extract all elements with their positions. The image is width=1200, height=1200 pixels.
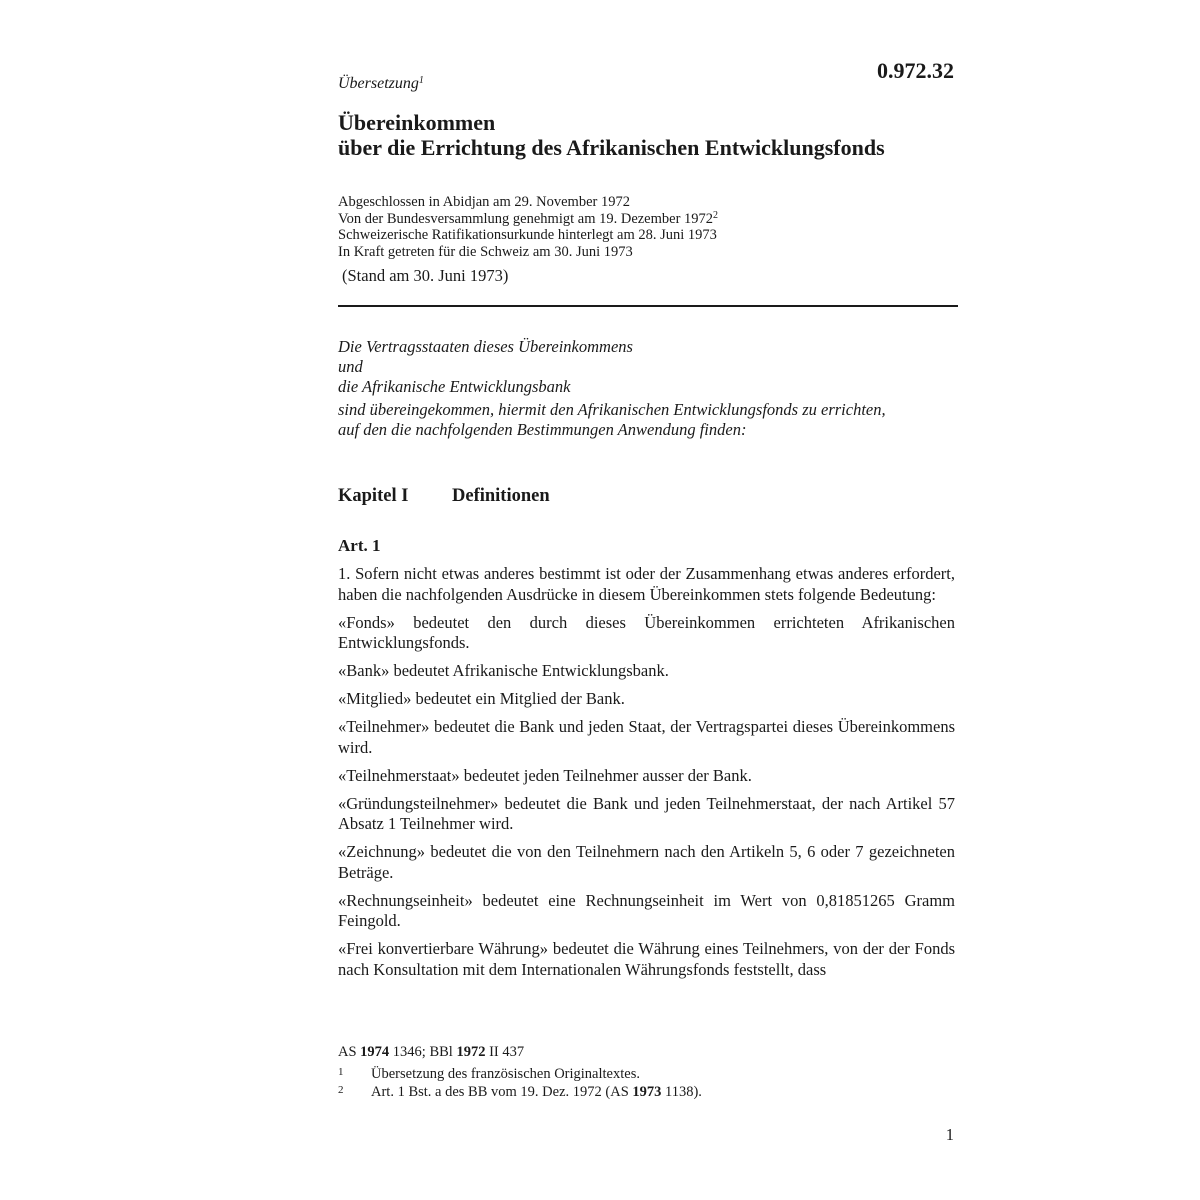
law-number: 0.972.32 bbox=[877, 58, 954, 83]
meta-ratification: Schweizerische Ratifikationsurkunde hinterlegt am 28. Juni 1973 bbox=[338, 227, 717, 243]
meta-in-force: In Kraft getreten für die Schweiz am 30. Juni 1973 bbox=[338, 243, 633, 260]
title-line-1: Übereinkommen bbox=[338, 110, 496, 135]
footnotes bbox=[338, 1064, 702, 1100]
chapter-heading bbox=[338, 486, 550, 507]
footnote-1-text: Übersetzung des französischen Originaltextes. bbox=[371, 1066, 640, 1082]
footnote-2-year: 1973 bbox=[632, 1084, 662, 1100]
article-paragraph: «Rechnungseinheit» bedeutet eine Rechnungseinheit im Wert von 0,81851265 Gramm Feingold. bbox=[338, 890, 955, 930]
document-title bbox=[338, 110, 885, 160]
header-divider bbox=[338, 305, 958, 307]
meta-concluded: Abgeschlossen in Abidjan am 29. November 1972 bbox=[338, 194, 630, 210]
official-reference bbox=[338, 1044, 524, 1061]
article-paragraph: «Teilnehmerstaat» bedeutet jeden Teilnehmer ausser der Bank. bbox=[338, 765, 752, 785]
article-paragraph: «Fonds» bedeutet den durch dieses Übereinkommen errichteten Afrikanischen Entwicklungsfonds. bbox=[338, 612, 955, 652]
article-paragraph: «Teilnehmer» bedeutet die Bank und jeden Staat, der Vertragspartei dieses Übereinkommens wird. bbox=[338, 717, 955, 757]
chapter-number: Kapitel I bbox=[338, 486, 409, 506]
preamble-line-3: die Afrikanische Entwicklungsbank bbox=[338, 377, 571, 396]
page-number: 1 bbox=[945, 1125, 954, 1144]
preamble-line-2: und bbox=[338, 357, 363, 376]
ref-as-page: 1346; BBl bbox=[392, 1044, 453, 1060]
footnote-2-text: Art. 1 Bst. a des BB vom 19. Dez. 1972 (AS bbox=[371, 1084, 629, 1100]
ref-bbl-page: II 437 bbox=[489, 1044, 525, 1060]
article-title: Art. 1 bbox=[338, 536, 381, 555]
title-line-2: über die Errichtung des Afrikanischen Entwicklungsfonds bbox=[338, 135, 885, 160]
footnote-ref-1[interactable]: 1 bbox=[418, 75, 424, 86]
footnote-2 bbox=[338, 1082, 702, 1100]
document-page bbox=[338, 0, 958, 1200]
meta-approved: Von der Bundesversammlung genehmigt am 19. Dezember 1972 bbox=[338, 210, 714, 227]
article-paragraph: «Gründungsteilnehmer» bedeutet die Bank und jeden Teilnehmerstaat, der nach Artikel 57 Absatz 1 Teilnehmer wird. bbox=[338, 793, 955, 833]
article-paragraph: «Zeichnung» bedeutet die von den Teilnehmern nach den Artikeln 5, 6 oder 7 gezeichneten Beträge. bbox=[338, 842, 955, 882]
footnote-ref-2[interactable]: 2 bbox=[713, 209, 719, 221]
article-paragraph: «Frei konvertierbare Währung» bedeutet die Währung eines Teilnehmers, von der der Fonds nach Konsultation mit dem Internationalen Währungsfonds feststellt, dass bbox=[338, 939, 955, 979]
article-body bbox=[338, 564, 955, 988]
footnote-2-number: 2 bbox=[338, 1084, 344, 1096]
ref-as-year: 1974 bbox=[360, 1044, 390, 1060]
footnote-2-page: 1138). bbox=[665, 1084, 702, 1100]
preamble-line-5: auf den die nachfolgenden Bestimmungen Anwendung finden: bbox=[338, 420, 747, 439]
ref-as-label: AS bbox=[338, 1044, 357, 1060]
preamble-line-4: sind übereingekommen, hiermit den Afrikanischen Entwicklungsfonds zu errichten, bbox=[338, 400, 886, 419]
article-paragraph: 1. Sofern nicht etwas anderes bestimmt ist oder der Zusammenhang etwas anderes erfordert, haben die nachfolgenden Ausdrücke in diesem Übereinkommen stets folgende Bedeutung: bbox=[338, 564, 955, 604]
preamble-line-1: Die Vertragsstaaten dieses Übereinkommens bbox=[338, 337, 633, 356]
article-paragraph: «Bank» bedeutet Afrikanische Entwicklungsbank. bbox=[338, 661, 669, 680]
translation-label-text: Übersetzung bbox=[338, 75, 419, 92]
article-paragraph: «Mitglied» bedeutet ein Mitglied der Bank. bbox=[338, 689, 625, 708]
footnote-1-number: 1 bbox=[338, 1066, 344, 1078]
meta-approved-row bbox=[338, 211, 718, 228]
chapter-title: Definitionen bbox=[452, 486, 550, 506]
status-date: (Stand am 30. Juni 1973) bbox=[342, 266, 509, 285]
ref-bbl-year: 1972 bbox=[456, 1044, 486, 1060]
preamble bbox=[338, 337, 958, 440]
footnote-1 bbox=[338, 1064, 702, 1082]
translation-label bbox=[338, 75, 424, 93]
document-meta bbox=[338, 194, 718, 260]
